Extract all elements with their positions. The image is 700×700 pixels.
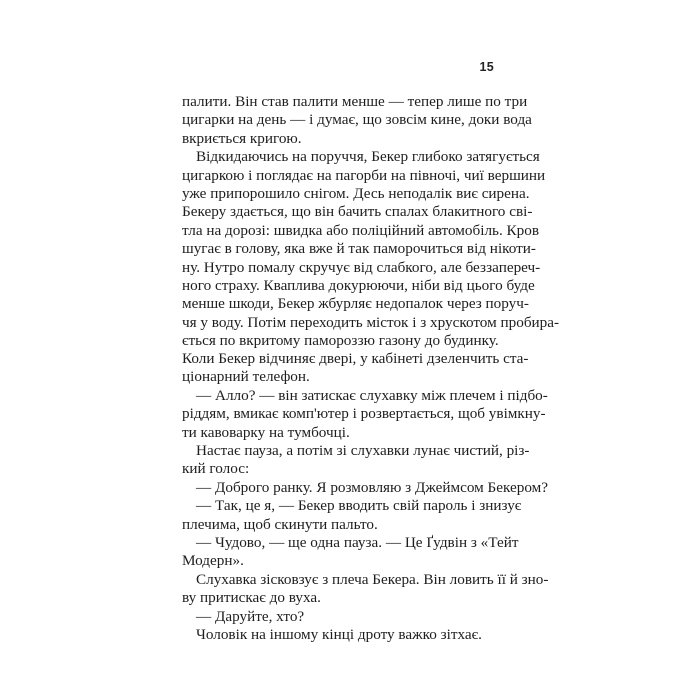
text-line: ріддям, вмикає комп'ютер і розвертається, щоб увімкну- bbox=[182, 405, 546, 423]
text-line: уже припорошило снігом. Десь неподалік виє сирена. bbox=[182, 185, 530, 203]
text-line: тла на дорозі: швидка або поліційний автомобіль. Кров bbox=[182, 221, 540, 239]
text-line: ціонарний телефон. bbox=[182, 368, 310, 386]
text-line: палити. Він став палити менше — тепер лише по три bbox=[182, 93, 528, 110]
page-number: 15 bbox=[479, 60, 494, 74]
text-line: шугає в голову, яка вже й так паморочиться від нікоти- bbox=[182, 240, 536, 258]
text-line: вкриється кригою. bbox=[182, 129, 302, 147]
text-line: цигаркою і поглядає на пагорби на півночі, чиї вершини bbox=[182, 166, 546, 184]
text-line: Настає пауза, а потім зі слухавки лунає чистий, різ- bbox=[196, 442, 530, 460]
text-line: ти кавоварку на тумбочці. bbox=[182, 423, 350, 441]
text-line: плечима, щоб скинути пальто. bbox=[182, 515, 378, 533]
text-line: ється по вкритому памороззю газону до будинку. bbox=[182, 332, 499, 350]
text-line: — Доброго ранку. Я розмовляю з Джеймсом Бекером? bbox=[196, 478, 549, 496]
text-line: — Чудово, — ще одна пауза. — Це Ґудвін з «Тейт bbox=[196, 534, 519, 552]
text-line: цигарки на день — і думає, що зовсім кине, доки вода bbox=[182, 111, 532, 129]
text-line: — Так, це я, — Бекер вводить свій пароль і знизує bbox=[196, 497, 522, 515]
text-line: Слухавка зісковзує з плеча Бекера. Він ловить її й зно- bbox=[196, 570, 549, 588]
text-line: Відкидаючись на поруччя, Бекер глибоко затягується bbox=[196, 148, 540, 166]
text-line: чя у воду. Потім переходить місток і з хрускотом пробира- bbox=[182, 313, 560, 331]
text-line: Чоловік на іншому кінці дроту важко зітхає. bbox=[196, 626, 482, 644]
text-line: — Даруйте, хто? bbox=[196, 607, 305, 625]
text-line: Бекеру здається, що він бачить спалах блакитного сві- bbox=[182, 203, 533, 221]
text-line: Коли Бекер відчиняє двері, у кабінеті дзеленчить ста- bbox=[182, 350, 529, 367]
text-line: кий голос: bbox=[182, 460, 250, 478]
body-text-section-2 bbox=[182, 350, 549, 645]
body-text-section-1 bbox=[182, 93, 560, 351]
text-line: ву притискає до вуха. bbox=[182, 589, 321, 607]
text-line: менше шкоди, Бекер жбурляє недопалок через поруч- bbox=[182, 295, 529, 313]
text-line: Модерн». bbox=[182, 552, 244, 570]
text-line: — Алло? — він затискає слухавку між плечем і підбо- bbox=[196, 386, 548, 404]
text-line: ну. Нутро помалу скручує від слабкого, але беззапереч- bbox=[182, 258, 541, 276]
text-line: ного страху. Кваплива докурюючи, ніби від цього буде bbox=[182, 277, 535, 295]
